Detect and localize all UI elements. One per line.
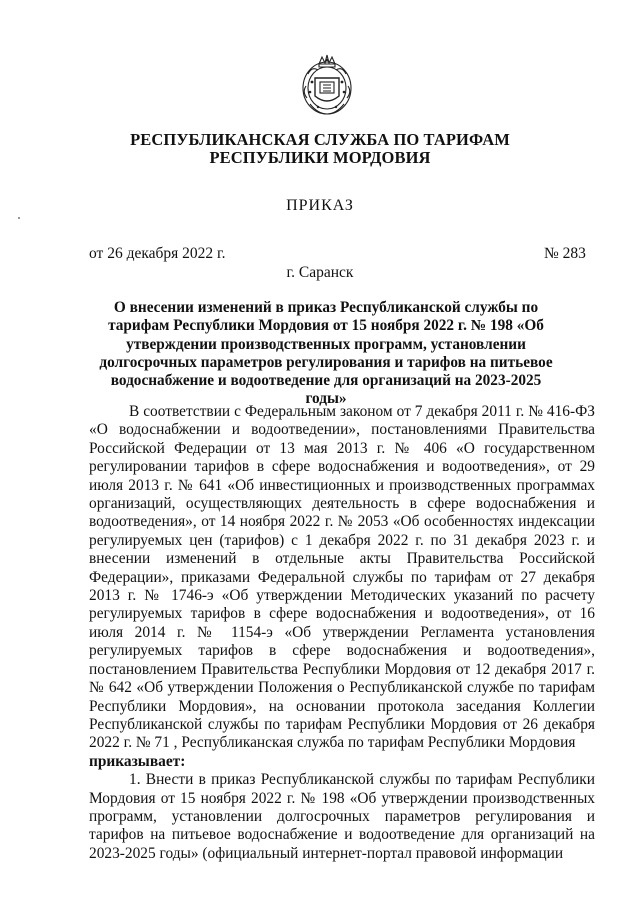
document-number: № 283 xyxy=(544,245,586,262)
document-body xyxy=(89,403,595,863)
coat-of-arms-emblem xyxy=(298,52,356,118)
document-type: ПРИКАЗ xyxy=(286,197,354,214)
item-1-paragraph: 1. Внести в приказ Республиканской службы по тарифам Республики Мордовия от 15 ноября 2022 г. № 198 «Об утверждении производственных программ, установлении долгосрочных параметров регулирования и тарифов на питьевое водоснабжение и водоотведение для организаций на 2023-2025 годы» (официальный интернет-портал правовой информации xyxy=(89,771,595,862)
organization-name-line2: РЕСПУБЛИКИ МОРДОВИЯ xyxy=(209,148,431,167)
preamble-paragraph: В соответствии с Федеральным законом от 7 декабря 2011 г. № 416-ФЗ «О водоснабжении и водоотведении», постановлениями Правительства Российской Федерации от 13 мая 2013 г. № 406 «О государственном регулировании тарифов в сфере водоснабжения и водоотведения», от 29 июля 2013 г. № 641 «Об инвестиционных и производственных программах организаций, осуществляющих деятельность в сфере водоснабжения и водоотведения», от 14 ноября 2022 г. № 2053 «Об особенностях индексации регулируемых цен (тарифов) с 1 декабря 2022 г. по 31 декабря 2023 г. и внесении изменений в отдельные акты Правительства Российской Федерации», приказами Федеральной службы по тарифам от 27 декабря 2013 г. № 1746-э «Об утверждении Методических указаний по расчету регулируемых тарифов в сфере водоснабжения и водоотведения», от 16 июля 2014 г. № 1154-э «Об утверждении Регламента установления регулируемых тарифов в сфере водоснабжения и водоотведения», постановлением Правительства Республики Мордовия от 12 декабря 2017 г. № 642 «Об утверждении Положения о Республиканской службе по тарифам Республики Мордовия», на основании протокола заседания Коллегии Республиканской службы по тарифам Республики Мордовия от 26 декабря 2022 г. № 71 , Республиканская служба по тарифам Республики Мордовия xyxy=(89,403,595,752)
organization-name-line1: РЕСПУБЛИКАНСКАЯ СЛУЖБА ПО ТАРИФАМ xyxy=(130,130,510,149)
document-city: г. Саранск xyxy=(286,264,354,281)
orders-keyword: приказывает: xyxy=(89,752,186,770)
document-title: О внесении изменений в приказ Республиканской службы по тарифам Республики Мордовия от 15 ноября 2022 г. № 198 «Об утверждении производственных программ, установлении долгосрочных параметров регулирования и тарифов на питьевое водоснабжение и водоотведение для организаций на 2023-2025 годы» xyxy=(99,299,553,408)
document-date: от 26 декабря 2022 г. xyxy=(89,245,226,262)
scan-speck xyxy=(18,217,20,219)
